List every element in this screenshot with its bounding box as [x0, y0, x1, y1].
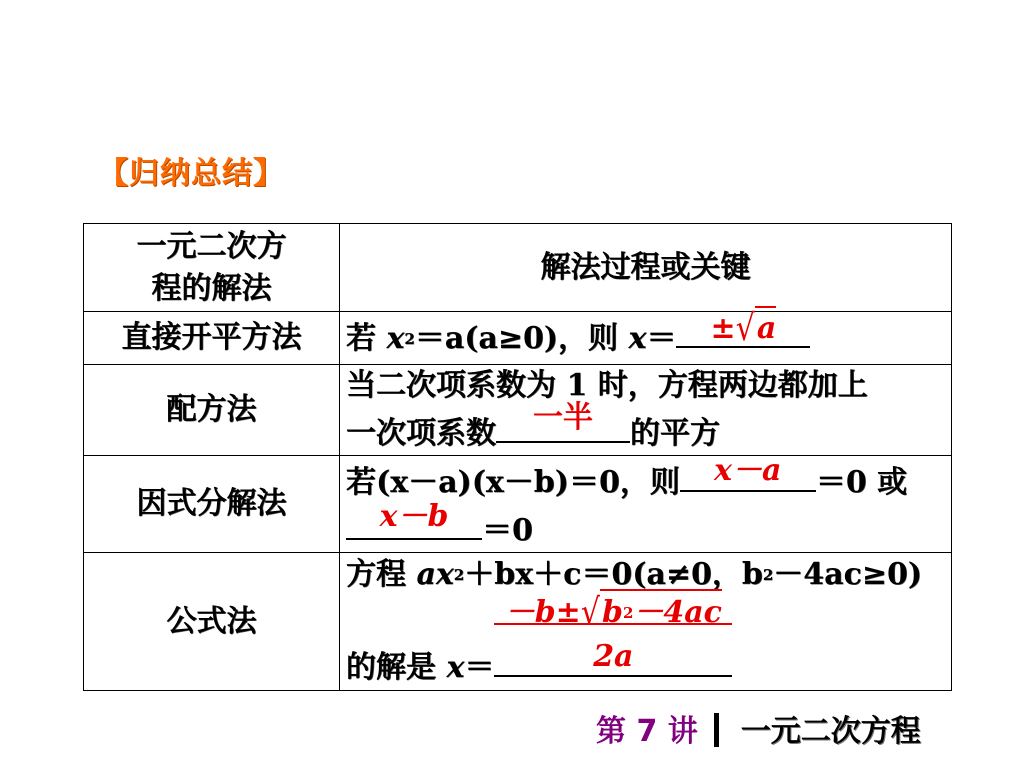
process-formula: [340, 553, 952, 691]
direct-root-sup: 2: [404, 330, 415, 348]
header-method-line2: 程的解法: [151, 270, 272, 306]
formula-blank: [494, 591, 732, 677]
direct-root-var-x2: x: [628, 321, 647, 356]
lecture-number: 第 7 讲: [596, 714, 698, 749]
direct-root-equals: ＝: [646, 321, 677, 356]
table-row: [84, 312, 952, 365]
footer: [596, 706, 921, 750]
process-direct-root: [340, 307, 952, 365]
formula-line1-c: ＋bx＋c＝0(a≠0，b: [464, 557, 763, 592]
numerator-sup: 2: [622, 604, 634, 622]
numerator-radicand: [600, 589, 722, 639]
method-completing-square: 配方法: [84, 365, 340, 456]
method-formula: 公式法: [84, 553, 340, 691]
header-method-line1: 一元二次方: [136, 228, 287, 264]
formula-line1-d: －4ac≥0): [773, 557, 923, 592]
formula-line2: [346, 591, 945, 690]
completing-square-line1: 当二次项系数为 1 时，方程两边都加上: [346, 368, 868, 403]
fraction-bar: [494, 623, 732, 625]
factoring-blank2: [346, 499, 482, 540]
factoring-line1-suffix: ＝0 或: [815, 465, 908, 500]
process-factoring: [340, 453, 952, 553]
completing-square-line2: [346, 400, 945, 455]
radical-icon: √: [735, 307, 755, 350]
direct-root-condition: ＝a(a≥0)，则: [414, 321, 629, 356]
method-factoring: 因式分解法: [84, 456, 340, 553]
direct-root-prefix: 若: [346, 321, 387, 356]
table-header-row: [84, 224, 952, 312]
chapter-title: 一元二次方程: [740, 714, 921, 749]
footer-divider: [714, 713, 719, 747]
formula-denominator: 2a: [593, 639, 634, 674]
completing-square-answer: 一半: [533, 400, 593, 435]
factoring-line2: [346, 499, 945, 552]
formula-sup2: 2: [762, 566, 774, 584]
formula-numerator: [494, 589, 732, 639]
completing-square-line2-prefix: 一次项系数: [346, 416, 496, 451]
formula-line2-var: x: [446, 650, 465, 685]
factoring-line1-prefix: 若(x－a)(x－b)＝0，则: [346, 465, 680, 500]
formula-sup1: 2: [453, 566, 465, 584]
formula-line2-eq: ＝: [464, 650, 495, 685]
table-row: [84, 365, 952, 456]
factoring-answer2: x－b: [379, 499, 449, 534]
process-completing-square: [340, 365, 952, 456]
factoring-blank1: [680, 453, 816, 492]
factoring-line2-suffix: ＝0: [482, 513, 533, 548]
numerator-suffix: －4ac: [633, 595, 722, 630]
summary-table: [83, 223, 952, 691]
numerator-prefix: －b±: [504, 595, 581, 630]
header-process-cell: 解法过程或关键: [340, 224, 952, 312]
factoring-answer1: x－a: [714, 453, 782, 488]
header-method-cell: [84, 224, 340, 312]
formula-line2-prefix: 的解是: [346, 650, 447, 685]
completing-square-blank: [496, 400, 630, 443]
direct-root-var-x: x: [386, 321, 405, 356]
table-row: [84, 553, 952, 691]
formula-line1-a: 方程: [346, 557, 417, 592]
table-row: [84, 456, 952, 553]
direct-root-answer: [676, 306, 810, 350]
radical-icon: √: [580, 591, 600, 634]
section-title: 【归纳总结】: [98, 156, 284, 191]
answer-plus-minus: ±: [710, 311, 736, 346]
answer-radicand: a: [755, 306, 776, 350]
numerator-b: b: [601, 595, 623, 630]
completing-square-line2-suffix: 的平方: [630, 416, 720, 451]
method-direct-root: 直接开平方法: [84, 312, 340, 365]
direct-root-blank: [676, 307, 810, 350]
formula-line1-b: ax: [416, 557, 454, 592]
